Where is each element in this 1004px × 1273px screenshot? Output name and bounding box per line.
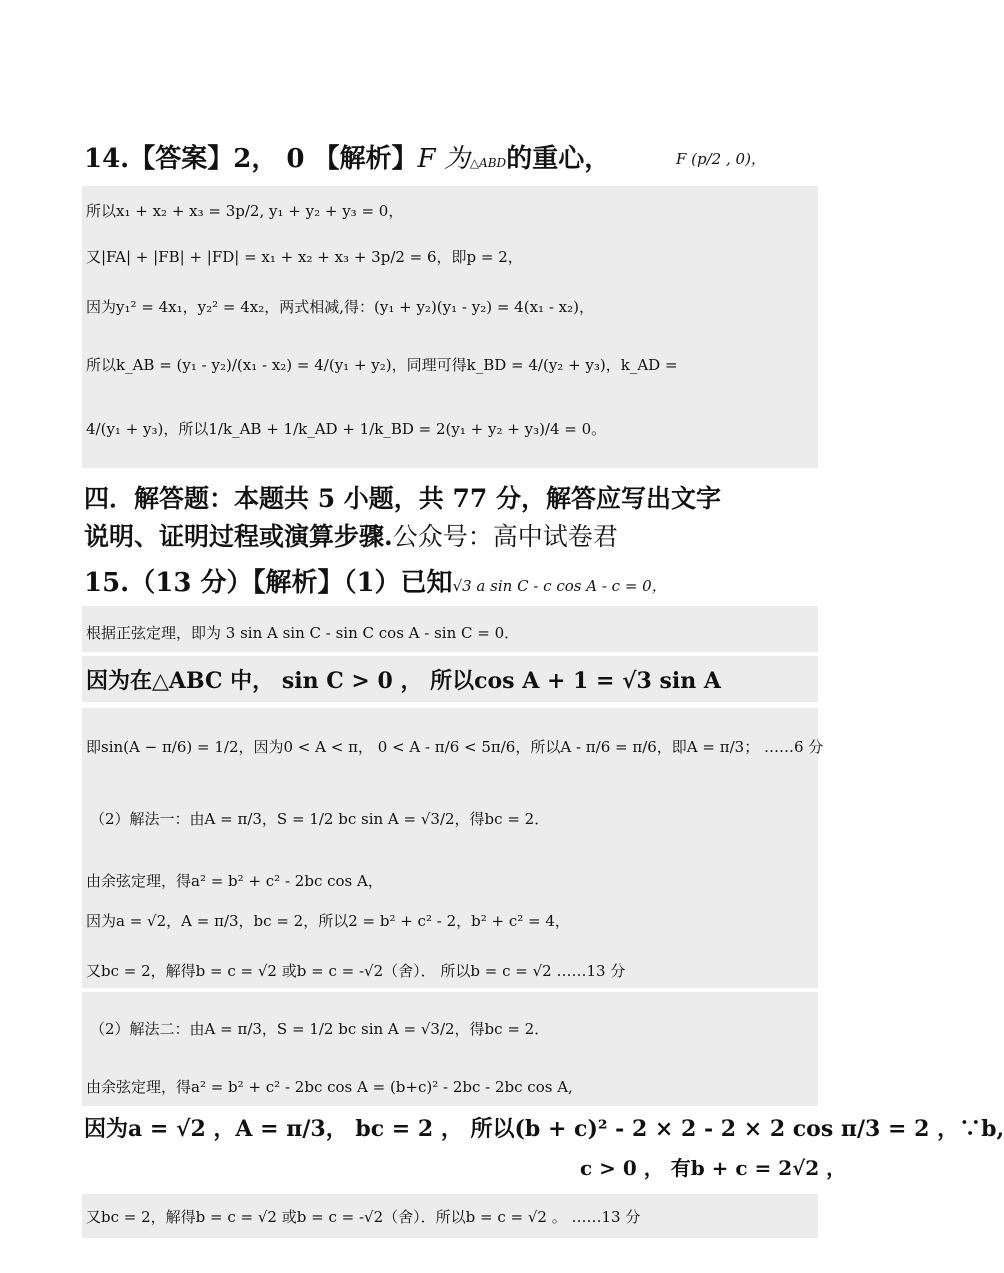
q15-sine-law: 根据正弦定理，即为 3 sin A sin C - sin C cos A - sin C = 0． [86,624,520,642]
q15-method2-result: 又bc = 2，解得b = c = √2 或b = c = -√2（舍）．所以b = c = √2 。 ……13 分 [86,1208,641,1226]
q15-part1-and-method1 [82,708,824,988]
q14-centroid: 的重心， [506,144,611,174]
section-4-line2: 说明、证明过程或演算步骤. [84,522,393,551]
section-4-heading [84,480,721,556]
q15-heading [84,562,667,599]
q15-row-sine-law [82,606,818,652]
q14-f-is: F 为 [417,144,470,174]
q15-header: 15.（13 分）【解析】（1）已知 [84,568,453,598]
q15-given: √3 a sin C - c cos A - c = 0， [452,577,667,595]
solution-block-14 [82,186,818,468]
q15-method2-sum-text: c > 0 ， 有b + c = 2√2 ， [580,1156,847,1180]
q14-triangle: △ABD [469,156,507,170]
q15-method2-cosine-law: 由余弦定理，得a² = b² + c² - 2bc cos A = (b+c)² - 2bc - 2bc cos A, [86,1078,573,1096]
q14-answer-label: 14.【答案】2， 0 【解析】 [84,144,418,174]
q15-method2-substitute [84,1112,1004,1143]
q14-heading [84,138,610,175]
q15-method2 [82,992,818,1106]
block1-line5: 4/(y₁ + y₃)，所以1/k_AB + 1/k_AD + 1/k_BD = 2(y₁ + y₂ + y₃)/4 = 0。 [86,420,607,438]
section-4-line1: 四．解答题：本题共 5 小题，共 77 分，解答应写出文字 [84,484,722,513]
block1-line1: 所以x₁ + x₂ + x₃ = 3p/2, y₁ + y₂ + y₃ = 0， [86,202,404,220]
q15-method1-cosine-law: 由余弦定理，得a² = b² + c² - 2bc cos A， [86,872,383,890]
block1-line2: 又|FA| + |FB| + |FD| = x₁ + x₂ + x₃ + 3p/2 = 6，即p = 2， [86,248,523,266]
q15-solve-a: 即sin(A − π/6) = 1/2，因为0 < A < π， 0 < A - π/6 < 5π/6，所以A - π/6 = π/6，即A = π/3； ……6 分 [86,738,824,756]
q15-method1-substitute: 因为a = √2，A = π/3，bc = 2，所以2 = b² + c² - 2，b² + c² = 4， [86,912,570,930]
block1-line3: 因为y₁² = 4x₁，y₂² = 4x₂，两式相减,得：(y₁ + y₂)(y₁ - y₂) = 4(x₁ - x₂)， [86,298,594,316]
source-note: 公众号：高中试卷君 [392,522,618,551]
q15-sinc-positive: 因为在△ABC 中， sin C > 0 ， 所以cos A + 1 = √3 sin A [86,668,721,694]
q15-method1-area: （2）解法一：由A = π/3，S = 1/2 bc sin A = √3/2，得bc = 2． [90,810,550,828]
q14-focus: F (p/2 , 0)， [676,150,766,168]
q15-method2-area: （2）解法二：由A = π/3，S = 1/2 bc sin A = √3/2，得bc = 2． [90,1020,550,1038]
q15-method2-substitute-text: 因为a = √2 ，A = π/3， bc = 2 ， 所以(b + c)² - 2 × 2 - 2 × 2 cos π/3 = 2 ，∵b, [84,1116,1004,1142]
q15-method1-result: 又bc = 2，解得b = c = √2 或b = c = -√2（舍）． 所以b = c = √2 ……13 分 [86,962,626,980]
block1-line4: 所以k_AB = (y₁ - y₂)/(x₁ - x₂) = 4/(y₁ + y₂)，同理可得k_BD = 4/(y₂ + y₃)，k_AD = [86,356,678,374]
q15-row-sinc [82,656,818,702]
q15-method2-final [82,1194,818,1238]
q15-method2-sum [580,1152,846,1181]
